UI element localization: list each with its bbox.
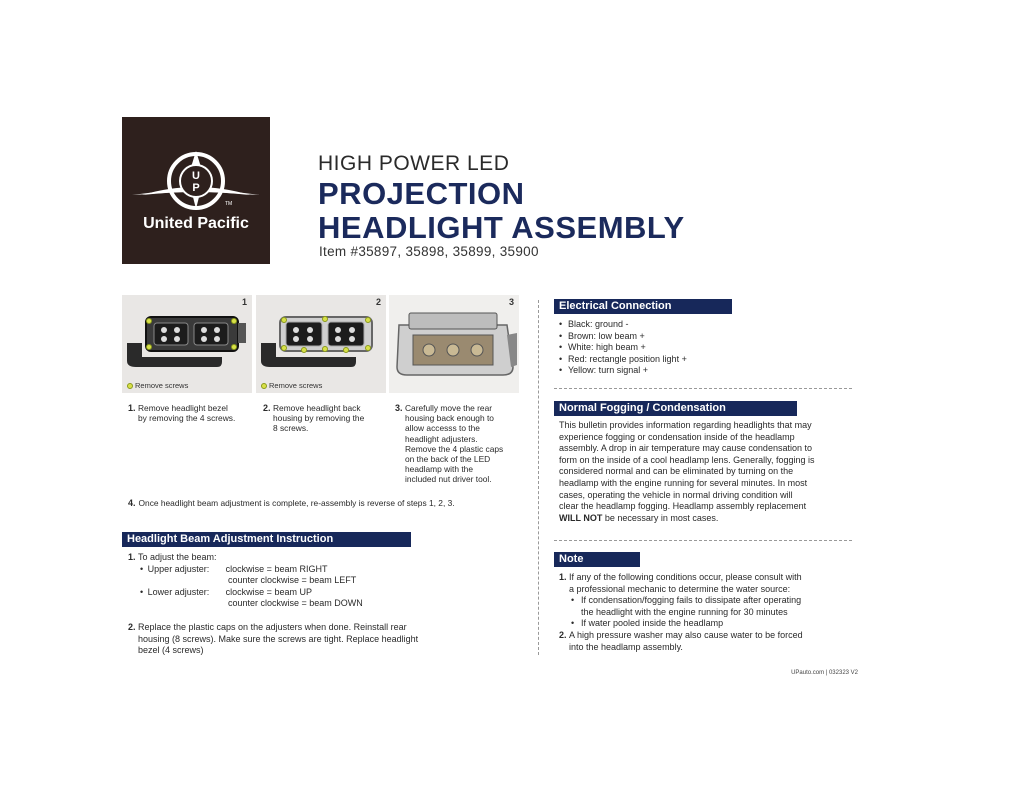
photo-caption: Remove screws: [127, 381, 188, 390]
step-line: headlight adjusters.: [405, 433, 478, 444]
wire-item: • Yellow: turn signal +: [559, 365, 687, 377]
beam-adjustment-header: Headlight Beam Adjustment Instruction: [122, 532, 411, 547]
wire-item: • White: high beam +: [559, 342, 687, 354]
step-number: 2.: [263, 403, 271, 413]
headlight-bezel-removed-illustration: [256, 295, 386, 393]
wire-item: • Brown: low beam +: [559, 331, 687, 343]
footer-code: UPauto.com | 032323 V2: [791, 670, 858, 676]
photo-step-3: [389, 295, 519, 393]
title-line-2: PROJECTION: [318, 176, 525, 211]
section-divider: [554, 540, 852, 541]
step-line: 8 screws.: [273, 423, 309, 434]
note-body: 1. If any of the following conditions occur, please consult with a professional mechanic to determine the water source: • If condensation/fogging fails to dissipate after operating the headlight with the engine running for 30 minutes • If water pooled inside the headlamp 2. A high pressure washer may also cause water to be forced into the headlamp assembly.: [559, 572, 803, 652]
headlight-front-illustration: [122, 295, 252, 393]
brand-monogram-p: P: [192, 182, 200, 194]
step-3: [395, 403, 503, 485]
column-divider: [538, 300, 539, 655]
up-emblem-icon: [122, 117, 270, 264]
photo-number: 1: [241, 297, 247, 307]
brand-name: United Pacific: [143, 215, 249, 232]
step-number: 3.: [395, 403, 403, 413]
title-line-1: HIGH POWER LED: [318, 152, 510, 175]
fogging-paragraph: This bulletin provides information regarding headlights that may experience fogging or condensation inside of the headlamp assembly. A drop in air temperature may cause condensation to form on the inside of a cool headlamp lens. Generally, fogging is considered normal and can be eliminated by turning on the headlamp with the engine running for several minutes. In most cases, operating the vehicle in normal driving condition will clear the headlamp fogging. Headlamp assembly replacement WILL NOT be necessary in most cases.: [559, 420, 815, 523]
step-number: 1.: [128, 403, 136, 413]
photo-number: 3: [508, 297, 514, 307]
photo-number: 2: [375, 297, 381, 307]
step-line: by removing the 4 screws.: [138, 413, 236, 424]
step-1: [128, 403, 235, 423]
step-line: on the back of the LED: [405, 454, 491, 465]
photo-step-2: [256, 295, 386, 393]
step-line: headlamp with the: [405, 464, 473, 475]
step-4: [128, 498, 455, 508]
photo-step-1: [122, 295, 252, 393]
step-line: housing by removing the: [273, 413, 365, 424]
step-2: [263, 403, 364, 434]
step-text: Once headlight beam adjustment is complete, re-assembly is reverse of steps 1, 2, 3.: [138, 498, 455, 508]
title-line-3: HEADLIGHT ASSEMBLY: [318, 210, 685, 245]
wire-item: • Red: rectangle position light +: [559, 354, 687, 366]
brand-monogram-u: U: [192, 170, 200, 182]
note-header: Note: [554, 552, 640, 567]
step-line: included nut driver tool.: [405, 474, 492, 485]
step-line: housing back enough to: [405, 413, 494, 424]
fogging-header: Normal Fogging / Condensation: [554, 401, 797, 416]
step-line: Carefully move the rear: [405, 403, 493, 413]
brand-logo: [122, 117, 270, 264]
photo-caption: Remove screws: [261, 381, 322, 390]
step-line: Remove headlight bezel: [138, 403, 228, 413]
electrical-header: Electrical Connection: [554, 299, 732, 314]
screw-marker-icon: [261, 383, 267, 389]
step-number: 4.: [128, 498, 136, 508]
trademark-mark: TM: [225, 201, 233, 207]
screw-marker-icon: [127, 383, 133, 389]
step-line: Remove the 4 plastic caps: [405, 443, 504, 454]
item-numbers: Item #35897, 35898, 35899, 35900: [319, 244, 539, 259]
section-divider: [554, 388, 852, 389]
step-line: allow accesss to the: [405, 423, 480, 434]
rear-housing-illustration: [389, 295, 519, 393]
electrical-list: [559, 319, 687, 377]
wire-item: • Black: ground -: [559, 319, 687, 331]
step-line: Remove headlight back: [273, 403, 361, 413]
beam-adjustment-body: 1. To adjust the beam: • Upper adjuster: clockwise = beam RIGHT counter clockwise = beam LEFT • Lower adjuster: clockwise = beam UP counter clockwise = beam DOWN 2. Replace the plastic caps on the adjusters when done. Reinstall rear housing (8 screws). Make sure the screws are tight. Replace headlight bezel (4 screws): [128, 552, 419, 656]
